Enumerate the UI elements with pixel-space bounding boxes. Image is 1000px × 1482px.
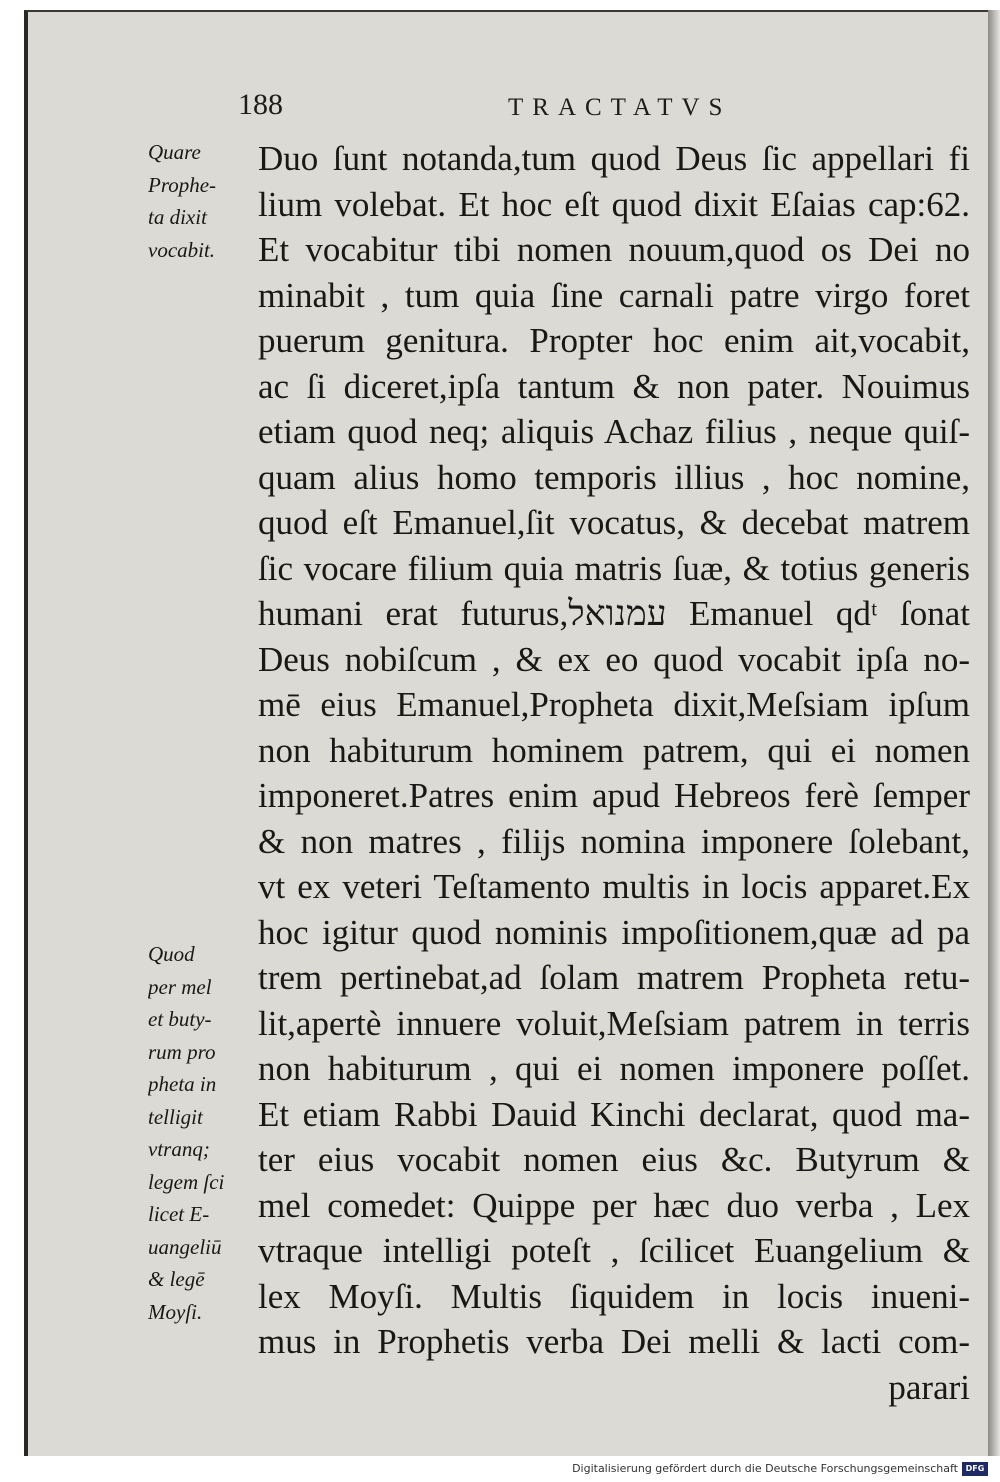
margin-note-line: legem ſci <box>148 1169 225 1194</box>
text-line: mel comedet: Quippe per hæc duo verba , Lex <box>258 1185 970 1225</box>
text-line: lium volebat. Et hoc eſt quod dixit Eſaias cap:62. <box>258 184 970 224</box>
page-number: 188 <box>238 88 283 121</box>
text-line: humani erat futurus,עמנואל Emanuel qdᵗ ſonat <box>258 594 970 633</box>
text-line: & non matres , filijs nomina imponere ſolebant, <box>258 821 970 861</box>
margin-note-line: vtranq; <box>148 1137 210 1161</box>
margin-note-line: vocabit. <box>148 237 216 262</box>
margin-note-line: ta dixit <box>148 205 207 229</box>
margin-note-line: telligit <box>148 1104 203 1129</box>
text-line: quam alius homo temporis illius , hoc nomine, <box>258 457 970 497</box>
running-title: TRACTATVS <box>508 94 732 121</box>
text-line: Duo ſunt notanda,tum quod Deus ſic appellari fi <box>258 139 970 178</box>
text-line: vt ex veteri Teſtamento multis in locis apparet.Ex <box>258 867 970 906</box>
margin-note-line: rum pro <box>148 1039 216 1064</box>
margin-note-line: per mel <box>148 974 212 999</box>
catchword: parari <box>888 1367 970 1407</box>
text-line: puerum genitura. Propter hoc enim ait,vocabit, <box>258 321 970 360</box>
text-line: Et vocabitur tibi nomen nouum,quod os Dei no <box>258 230 970 269</box>
text-line: lex Moyſi. Multis ſiquidem in locis inueni- <box>258 1276 970 1316</box>
text-line: Deus nobiſcum , & ex eo quod vocabit ipſa no- <box>258 639 970 679</box>
text-line: hoc igitur quod nominis impoſitionem,quæ ad pa <box>258 912 970 952</box>
margin-note-line: pheta in <box>148 1072 217 1096</box>
page-header <box>0 88 1000 128</box>
margin-note-line: Moyſi. <box>148 1299 203 1324</box>
digitization-credit: Digitalisierung gefördert durch die Deutsche Forschungsgemeinschaft <box>572 1462 958 1475</box>
margin-note-line: licet E- <box>148 1202 210 1226</box>
text-line: etiam quod neq; aliquis Achaz filius , neque quiſ- <box>258 412 970 451</box>
text-line: Et etiam Rabbi Dauid Kinchi declarat, quod ma- <box>258 1094 970 1134</box>
text-line: ter eius vocabit nomen eius &c. Butyrum & <box>258 1140 970 1179</box>
margin-note-line: Quare <box>148 140 201 164</box>
text-line: non habiturum hominem patrem, qui ei nomen <box>258 730 970 770</box>
text-line: ac ſi diceret,ipſa tantum & non pater. Nouimus <box>258 366 970 406</box>
margin-note-line: uangeliū <box>148 1234 222 1259</box>
text-line: non habiturum , qui ei nomen imponere poſſet. <box>258 1049 970 1088</box>
text-line: mus in Prophetis verba Dei melli & lacti com- <box>258 1322 970 1361</box>
text-line: imponeret.Patres enim apud Hebreos ferè ſemper <box>258 776 970 815</box>
margin-note-line: Prophe- <box>148 172 217 197</box>
margin-note-line: & legē <box>148 1267 205 1291</box>
text-line: ſic vocare filium quia matris ſuæ, & totius generis <box>258 548 970 588</box>
page-edge-shadow <box>988 10 1000 1456</box>
text-line: minabit , tum quia ſine carnali patre virgo foret <box>258 275 970 315</box>
text-line: lit,apertè innuere voluit,Meſsiam patrem in terris <box>258 1003 970 1043</box>
text-line: mē eius Emanuel,Propheta dixit,Meſsiam ipſum <box>258 685 970 724</box>
margin-note-quod <box>148 938 256 1328</box>
text-line: quod eſt Emanuel,ſit vocatus, & decebat matrem <box>258 503 970 542</box>
text-line: trem pertinebat,ad ſolam matrem Propheta retu- <box>258 958 970 997</box>
margin-note-line: et buty- <box>148 1007 212 1031</box>
text-line: vtraque intelligi poteſt , ſcilicet Euangelium & <box>258 1231 970 1270</box>
dfg-logo: DFG <box>962 1462 988 1476</box>
main-text-block <box>258 136 970 1410</box>
margin-note-line: Quod <box>148 942 195 966</box>
margin-note-quare <box>148 136 256 266</box>
